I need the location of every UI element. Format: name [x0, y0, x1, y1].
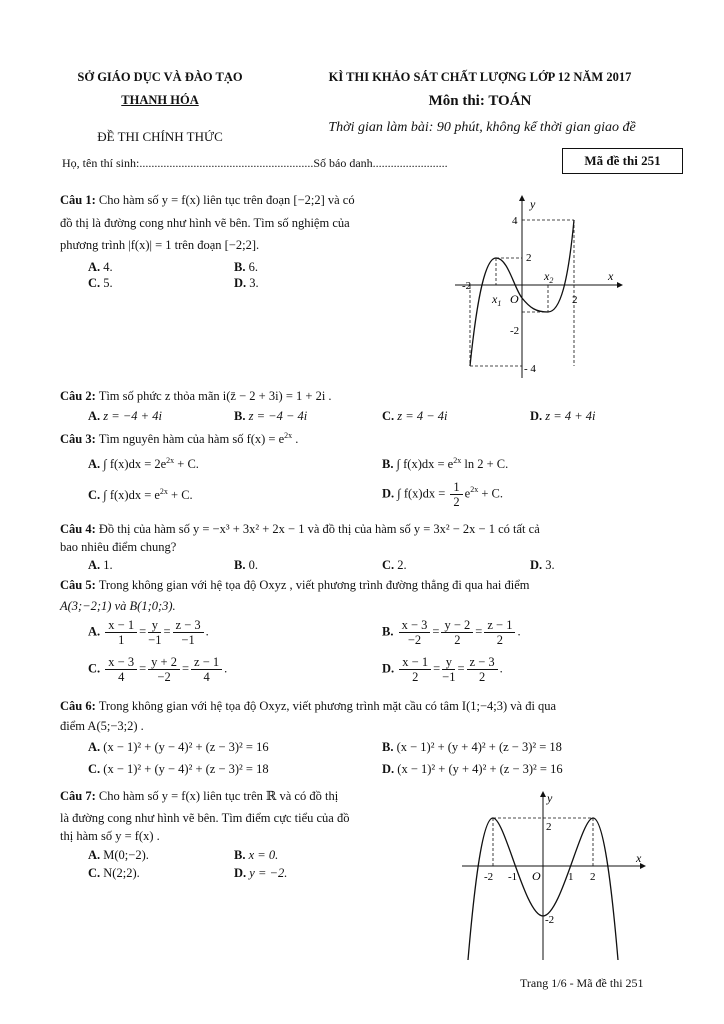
q7-c-text: N(2;2). — [103, 866, 140, 880]
q1-x-label: x — [608, 269, 614, 283]
q3-c-text: ∫ f(x)dx = e — [103, 488, 160, 503]
q1-tick-2: 2 — [526, 252, 532, 264]
department-name: SỞ GIÁO DỤC VÀ ĐÀO TẠO — [77, 70, 243, 84]
q5-dot: . — [517, 624, 521, 639]
q7-option-c[interactable] — [88, 866, 140, 881]
province-name: THANH HÓA — [121, 93, 199, 107]
q4-b-text: 0. — [248, 558, 258, 572]
q5-option-c[interactable] — [88, 655, 227, 684]
q5-c-fraction: $\frac{y + 2}{-2}$ — [148, 655, 180, 684]
q1-a-label: A. — [88, 260, 101, 274]
q2-d-text: z = 4 + 4i — [545, 409, 596, 423]
q3-c-end: + C. — [167, 488, 193, 503]
q4-a-text: 1. — [103, 558, 113, 572]
q5-d-fraction: $\frac{x - 1}{2}$ — [399, 655, 431, 684]
q2-text: Tìm số phức z thỏa mãn i(z̄ − 2 + 3i) = 1 + 2i . — [98, 389, 332, 403]
q4-line2: bao nhiêu điểm chung? — [60, 540, 177, 554]
q5-equals: = — [139, 661, 147, 676]
q1-tick-minus4: - 4 — [524, 363, 536, 375]
q7-b-text: x = 0. — [248, 848, 279, 862]
q1-option-a[interactable] — [88, 260, 113, 275]
q1-b-text: 6. — [248, 260, 258, 274]
q6-d-label: D. — [382, 762, 395, 776]
q6-line1 — [60, 699, 556, 714]
exam-code-box: Mã đề thi 251 — [562, 148, 683, 174]
q5-dot: . — [499, 661, 503, 676]
q3-b-end: ln 2 + C. — [461, 457, 509, 472]
q5-b-label: B. — [382, 624, 394, 639]
q3-b-label: B. — [382, 457, 394, 472]
q3-option-a[interactable] — [88, 456, 199, 472]
q5-dot: . — [205, 624, 209, 639]
q5-line2: A(3;−2;1) và B(1;0;3). — [60, 599, 176, 613]
q1-y-label: y — [530, 197, 536, 211]
q6-b-text: (x − 1)² + (y + 4)² + (z − 3)² = 18 — [396, 740, 562, 754]
q5-equals: = — [432, 624, 440, 639]
q3-a-text: ∫ f(x)dx = 2e — [103, 457, 167, 472]
q3-line: Câu 3: Tìm nguyên hàm của hàm số $f(x) = e^{2x}$ . — [60, 431, 299, 447]
q5-b-fraction: $\frac{y - 2}{2}$ — [441, 618, 473, 647]
q5-equals: = — [163, 624, 171, 639]
q6-option-a[interactable] — [88, 740, 269, 755]
q5-option-d[interactable] — [382, 655, 503, 684]
q1-a-text: 4. — [103, 260, 113, 274]
q1-d-text: 3. — [249, 276, 259, 290]
q7-d-label: D. — [234, 866, 247, 880]
q3-b-sup: 2x — [453, 456, 462, 465]
q6-c-label: C. — [88, 762, 101, 776]
q7-option-b[interactable] — [234, 848, 278, 863]
q1-option-d[interactable] — [234, 276, 259, 291]
q3-label: Câu 3: — [60, 432, 96, 447]
q4-label: Câu 4: — [60, 522, 96, 536]
q6-a-text: (x − 1)² + (y − 4)² + (z − 3)² = 16 — [103, 740, 269, 754]
q7-a-label: A. — [88, 848, 101, 862]
q3-option-c[interactable] — [88, 487, 193, 503]
q5-c-fraction: $\frac{x - 3}{4}$ — [105, 655, 137, 684]
q7-text1: Cho hàm số y = f(x) liên tục trên ℝ và có đồ thị — [98, 789, 339, 803]
q1-origin-label: O — [510, 292, 519, 306]
q1-line3: phương trình |f(x)| = 1 trên đoạn [−2;2]. — [60, 238, 260, 252]
q7-line2: là đường cong như hình vẽ bên. Tìm điểm cực tiểu của đồ — [60, 811, 350, 825]
q1-label: Câu 1: — [60, 193, 96, 207]
q7-x-label: x — [636, 851, 642, 865]
q1-tick-minus2-y: -2 — [510, 325, 520, 337]
q4-option-d[interactable] — [530, 558, 555, 573]
q4-b-label: B. — [234, 558, 246, 572]
q2-c-text: z = 4 − 4i — [397, 409, 448, 423]
q2-option-b[interactable] — [234, 409, 307, 424]
q6-text1: Trong không gian với hệ tọa độ Oxyz, viết phương trình mặt cầu có tâm I(1;−4;3) và đi qua — [98, 699, 557, 713]
q1-tick-4: 4 — [512, 215, 518, 227]
q2-d-label: D. — [530, 409, 543, 423]
q4-c-label: C. — [382, 558, 395, 572]
q7-y-label: y — [547, 791, 553, 805]
q1-graph — [450, 188, 630, 383]
q5-text1: Trong không gian với hệ tọa độ Oxyz , viết phương trình đường thẳng đi qua hai điểm — [98, 578, 530, 592]
q5-a-fraction: $\frac{y}{-1}$ — [148, 618, 162, 647]
q5-option-a[interactable] — [88, 618, 209, 647]
q6-c-text: (x − 1)² + (y − 4)² + (z − 3)² = 18 — [103, 762, 269, 776]
q5-equals: = — [475, 624, 483, 639]
q5-d-fraction: $\frac{z - 3}{2}$ — [467, 655, 498, 684]
q1-x1-label: $x_1$ — [492, 292, 502, 308]
q7-b-label: B. — [234, 848, 246, 862]
q2-option-d[interactable] — [530, 409, 596, 424]
q1-option-b[interactable] — [234, 260, 258, 275]
q6-line2: điểm A(5;−3;2) . — [60, 719, 144, 733]
q3-d-sup: 2x — [470, 485, 479, 495]
q3-d-text: ∫ f(x)dx = — [397, 486, 449, 501]
exam-time: Thời gian làm bài: 90 phút, không kể thời gian giao đề — [328, 120, 636, 135]
q7-label: Câu 7: — [60, 789, 96, 803]
q2-c-label: C. — [382, 409, 395, 423]
q4-a-label: A. — [88, 558, 101, 572]
page-footer: Trang 1/6 - Mã đề thi 251 — [520, 976, 644, 990]
q3-c-sup: 2x — [159, 487, 168, 496]
q3-a-end: + C. — [174, 457, 199, 472]
q1-d-label: D. — [234, 276, 247, 290]
q1-b-label: B. — [234, 260, 246, 274]
q4-c-text: 2. — [397, 558, 407, 572]
q3-d-fraction: $\frac{1}{2}$ — [450, 480, 462, 509]
q4-d-label: D. — [530, 558, 543, 572]
q3-option-d[interactable] — [382, 480, 503, 509]
q5-c-label: C. — [88, 661, 101, 676]
q7-option-a[interactable] — [88, 848, 149, 863]
q3-d-end: + C. — [478, 486, 503, 501]
q5-equals: = — [433, 661, 441, 676]
q5-a-fraction: $\frac{x - 1}{1}$ — [105, 618, 137, 647]
q5-label: Câu 5: — [60, 578, 96, 592]
q3-b-text: ∫ f(x)dx = e — [396, 457, 454, 472]
q6-label: Câu 6: — [60, 699, 96, 713]
q7-tick-minus2-y: -2 — [545, 914, 555, 926]
q5-b-fraction: $\frac{x - 3}{-2}$ — [399, 618, 431, 647]
q3-c-label: C. — [88, 488, 101, 503]
q5-option-b[interactable] — [382, 618, 521, 647]
q6-d-text: (x − 1)² + (y + 4)² + (z − 3)² = 16 — [397, 762, 563, 776]
q2-a-text: z = −4 + 4i — [103, 409, 162, 423]
q7-origin-label: O — [532, 869, 541, 883]
q5-b-fraction: $\frac{z - 1}{2}$ — [484, 618, 515, 647]
q2-a-label: A. — [88, 409, 101, 423]
q5-a-fraction: $\frac{z - 3}{-1}$ — [173, 618, 204, 647]
q2-label: Câu 2: — [60, 389, 96, 403]
q7-a-text: M(0;−2). — [103, 848, 149, 862]
q7-c-label: C. — [88, 866, 101, 880]
q6-option-c[interactable] — [88, 762, 269, 777]
q7-tick-2-x: 2 — [590, 871, 596, 883]
q7-line1 — [60, 788, 338, 804]
q1-c-text: 5. — [103, 276, 113, 290]
q2-line — [60, 389, 332, 404]
q5-dot: . — [224, 661, 228, 676]
q5-d-label: D. — [382, 661, 395, 676]
q1-text1: Cho hàm số y = f(x) liên tục trên đoạn [−2;2] và có — [98, 193, 355, 207]
q4-text1: Đồ thị của hàm số y = −x³ + 3x² + 2x − 1 và đồ thị của hàm số y = 3x² − 2x − 1 có tất cả — [98, 522, 540, 536]
q2-b-label: B. — [234, 409, 246, 423]
q6-option-d[interactable] — [382, 762, 563, 777]
q7-option-d[interactable] — [234, 866, 287, 881]
q4-line1 — [60, 522, 540, 537]
q1-option-c[interactable] — [88, 276, 113, 291]
q7-tick-minus1: -1 — [508, 871, 518, 883]
q2-option-c[interactable] — [382, 409, 448, 424]
q7-d-text: y = −2. — [249, 866, 288, 880]
q4-d-text: 3. — [545, 558, 555, 572]
q5-equals: = — [181, 661, 190, 676]
q7-graph — [440, 788, 655, 963]
q1-tick-2-x: 2 — [572, 294, 578, 306]
q2-b-text: z = −4 − 4i — [248, 409, 308, 423]
subject-title: Môn thi: TOÁN — [428, 93, 532, 109]
q7-line3: thị hàm số y = f(x) . — [60, 829, 160, 843]
q1-c-label: C. — [88, 276, 101, 290]
q6-option-b[interactable] — [382, 740, 562, 755]
q7-tick-2: 2 — [546, 821, 552, 833]
q5-equals: = — [457, 661, 465, 676]
q5-a-label: A. — [88, 624, 101, 639]
q7-tick-minus2: -2 — [484, 871, 494, 883]
q3-d-mid: e — [464, 486, 471, 501]
official-label: ĐỀ THI CHÍNH THỨC — [97, 129, 223, 144]
q3-text-sup: 2x — [284, 431, 293, 440]
q2-option-a[interactable] — [88, 409, 162, 424]
q6-a-label: A. — [88, 740, 101, 754]
q3-option-b[interactable] — [382, 456, 508, 472]
q5-line1 — [60, 578, 529, 593]
q6-b-label: B. — [382, 740, 394, 754]
q4-option-b[interactable] — [234, 558, 258, 573]
q1-line1 — [60, 193, 355, 208]
q5-d-fraction: $\frac{y}{-1}$ — [442, 655, 456, 684]
q1-x2-label: $x_2$ — [544, 269, 554, 285]
q5-c-fraction: $\frac{z - 1}{4}$ — [191, 655, 222, 684]
q4-option-a[interactable] — [88, 558, 113, 573]
q7-tick-1: 1 — [568, 871, 574, 883]
q3-d-label: D. — [382, 486, 395, 501]
q3-a-sup: 2x — [166, 456, 175, 465]
q1-line2: đồ thị là đường cong như hình vẽ bên. Tìm số nghiệm của — [60, 216, 350, 230]
q3-a-label: A. — [88, 457, 101, 472]
q1-tick-minus2-x: -2 — [462, 280, 472, 292]
q3-text: Tìm nguyên hàm của hàm số f(x) = e — [98, 432, 285, 447]
q4-option-c[interactable] — [382, 558, 407, 573]
exam-title: KÌ THI KHẢO SÁT CHẤT LƯỢNG LỚP 12 NĂM 2017 — [328, 70, 632, 84]
candidate-info-line: Họ, tên thí sinh:..........................................................Số báo danh......................... — [62, 156, 448, 170]
q5-equals: = — [139, 624, 147, 639]
